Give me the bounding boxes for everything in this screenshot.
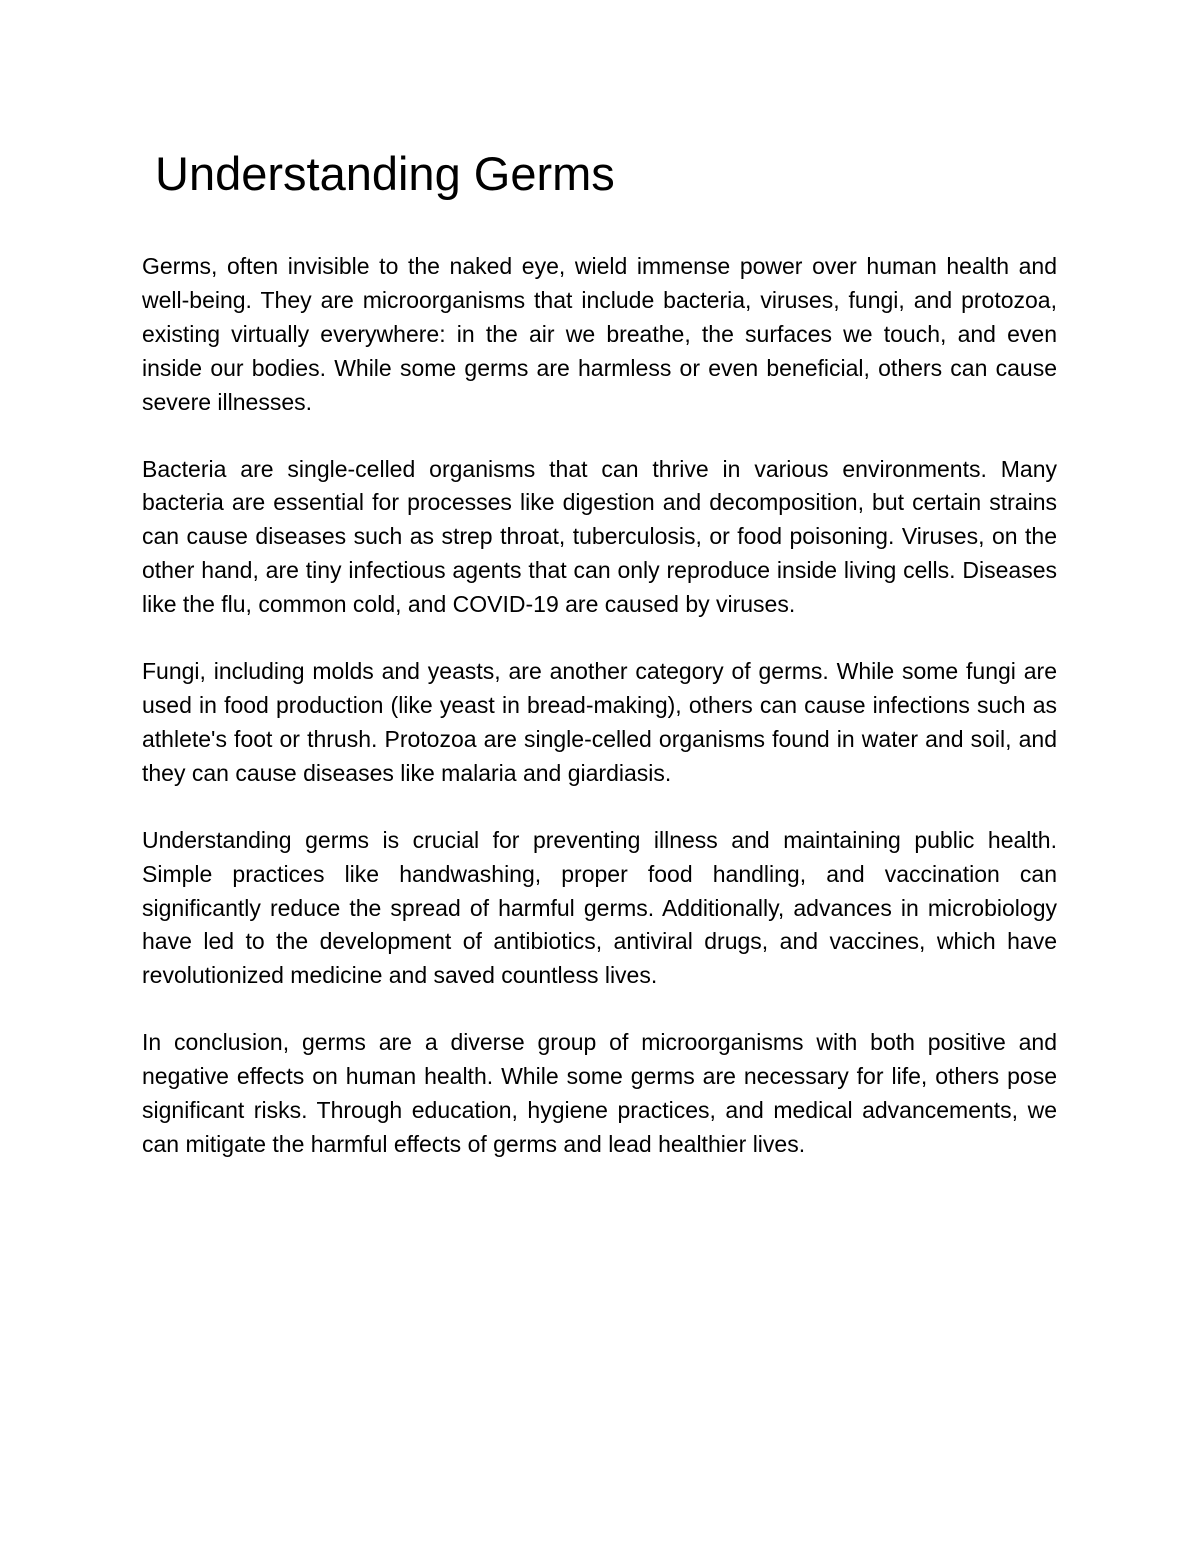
paragraph-conclusion: In conclusion, germs are a diverse group of microorganisms with both positive and negative effects on human health. While some germs are necessary for life, others pose significant risks. Through education, hygiene practices, and medical advancements, we can mitigate the harmful effects of germs and lead healthier lives.	[142, 1029, 1057, 1157]
paragraph-fungi-protozoa: Fungi, including molds and yeasts, are another category of germs. While some fungi are used in food production (like yeast in bread-making), others can cause infections such as athlete's foot or thrush. Protozoa are single-celled organisms found in water and soil, and they can cause diseases like malaria and giardiasis.	[142, 658, 1057, 786]
paragraph-prevention: Understanding germs is crucial for preventing illness and maintaining public health. Simple practices like handwashing, proper food handling, and vaccination can significantly reduce the spread of harmful germs. Additionally, advances in microbiology have led to the development of antibiotics, antiviral drugs, and vaccines, which have revolutionized medicine and saved countless lives.	[142, 826, 1057, 989]
document-title: Understanding Germs	[155, 147, 615, 200]
document-body	[142, 250, 1057, 1195]
paragraph-bacteria-viruses: Bacteria are single-celled organisms that can thrive in various environments. Many bacteria are essential for processes like digestion and decomposition, but certain strains can cause diseases such as strep throat, tuberculosis, or food poisoning. Viruses, on the other hand, are tiny infectious agents that can only reproduce inside living cells. Diseases like the flu, common cold, and COVID-19 are caused by viruses.	[142, 455, 1057, 618]
paragraph-intro: Germs, often invisible to the naked eye, wield immense power over human health and well-being. They are microorganisms that include bacteria, viruses, fungi, and protozoa, existing virtually everywhere: in the air we breathe, the surfaces we touch, and even inside our bodies. While some germs are harmless or even beneficial, others can cause severe illnesses.	[142, 253, 1057, 415]
